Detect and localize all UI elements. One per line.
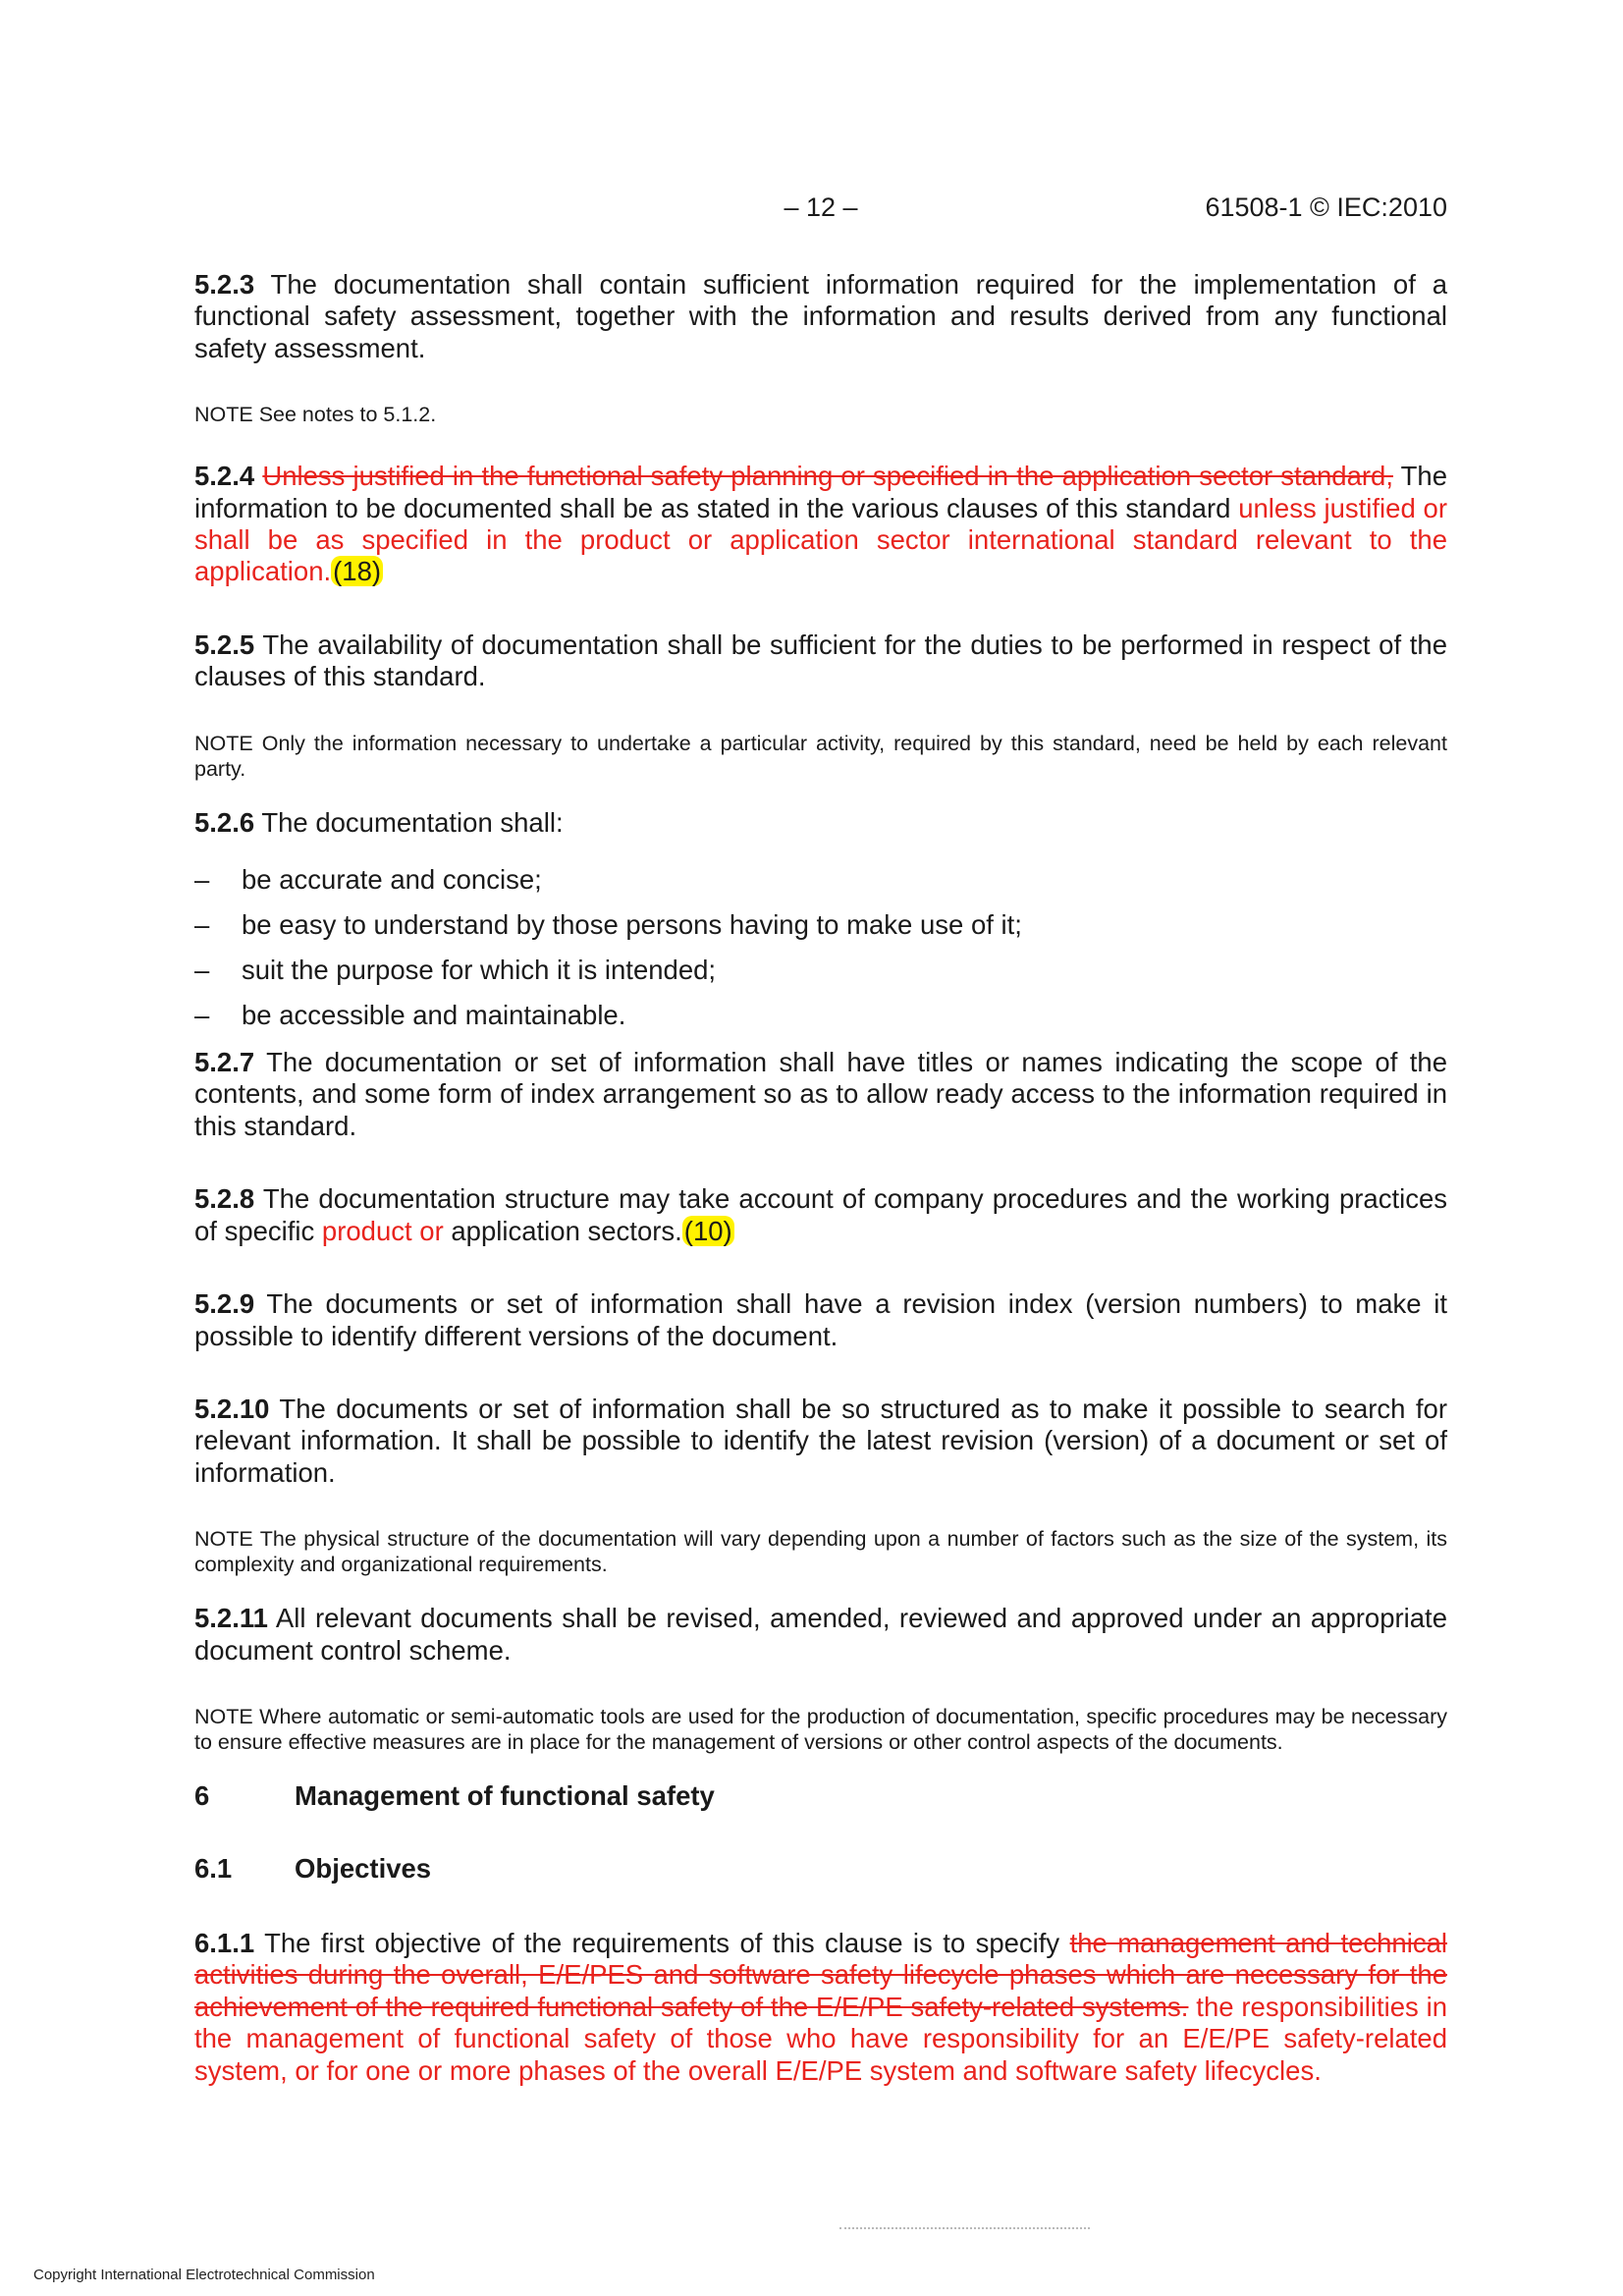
- clause-6-1-1: [194, 1928, 1447, 2087]
- clause-text: The documentation shall:: [254, 806, 564, 838]
- clause-text: The documentation shall contain sufficient information required for the implementation of a functional safety assessment, together with the information and results derived from any functional safety assessment.: [194, 269, 1447, 363]
- dash-bullet: –: [194, 955, 210, 986]
- list-item-text: be easy to understand by those persons having to make use of it;: [242, 909, 1022, 941]
- copyright-footer: Copyright International Electrotechnical Commission: [33, 2267, 375, 2283]
- heading-number: 6.1: [194, 1852, 233, 1884]
- clause-text: The information to be documented shall be as stated in the various clauses of this standard: [194, 461, 1448, 523]
- added-text: unless justified or shall be as specified in the product or application sector international standard relevant to the application.: [194, 492, 1447, 587]
- dash-bullet: –: [194, 1000, 210, 1031]
- clause-5-2-11: [194, 1603, 1447, 1667]
- document-id: 61508-1 © IEC:2010: [1205, 192, 1447, 222]
- note-5-2-5: NOTE Only the information necessary to undertake a particular activity, required by this standard, need be held by each relevant party.: [194, 731, 1447, 781]
- requirements-list: [194, 864, 1447, 1031]
- clause-number: 5.2.5: [194, 629, 255, 660]
- highlighted-reference: (18): [333, 556, 382, 587]
- deleted-text: the management and technical activities during the overall, E/E/PES and software safety lifecycle phases which are necessary for the achievement of the required functional safety of the E/E/PE safety-related systems.: [194, 1927, 1447, 2022]
- note-5-2-10: NOTE The physical structure of the documentation will vary depending upon a number of factors such as the size of the system, its complexity and organizational requirements.: [194, 1527, 1447, 1577]
- clause-text: The availability of documentation shall be sufficient for the duties to be performed in respect of the clauses of this standard.: [194, 629, 1447, 692]
- dash-bullet: –: [194, 864, 210, 896]
- clause-5-2-4: [194, 461, 1447, 588]
- clause-number: 5.2.7: [194, 1047, 255, 1078]
- list-item-text: suit the purpose for which it is intended;: [242, 955, 717, 986]
- heading-title: Management of functional safety: [295, 1779, 715, 1811]
- clause-number: 5.2.9: [194, 1288, 255, 1320]
- clause-text-continued: application sectors.: [443, 1215, 682, 1246]
- clause-text: The first objective of the requirements of this clause is to specify: [254, 1927, 1070, 1958]
- clause-number: 5.2.4: [194, 461, 255, 492]
- clause-5-2-10: [194, 1394, 1447, 1489]
- page-header: [194, 192, 1447, 228]
- deleted-text: Unless justified in the functional safety planning or specified in the application sector standard,: [262, 461, 1393, 492]
- clause-number: 5.2.6: [194, 806, 255, 838]
- clause-text: The documentation structure may take account of company procedures and the working practices of specific: [194, 1183, 1447, 1246]
- clause-number: 5.2.11: [194, 1603, 268, 1634]
- section-heading-6-1: [194, 1853, 1447, 1886]
- list-item: [194, 909, 1447, 941]
- clause-number: 6.1.1: [194, 1927, 255, 1958]
- clause-number: 5.2.10: [194, 1393, 270, 1424]
- clause-5-2-5: [194, 629, 1447, 693]
- clause-text: All relevant documents shall be revised, amended, reviewed and approved under an appropriate document control scheme.: [194, 1603, 1447, 1666]
- document-body: [194, 269, 1447, 2087]
- heading-title: Objectives: [295, 1852, 432, 1884]
- clause-5-2-6: [194, 807, 1447, 839]
- heading-number: 6: [194, 1779, 210, 1811]
- added-text: the responsibilities in the management of functional safety of those who have responsibility for an E/E/PE safety-related system, or for one or more phases of the overall E/E/PE system and software safety lifecycles.: [194, 1991, 1447, 2086]
- clause-5-2-7: [194, 1047, 1447, 1142]
- clause-5-2-8: [194, 1183, 1447, 1247]
- clause-5-2-9: [194, 1288, 1447, 1352]
- list-item-text: be accurate and concise;: [242, 864, 542, 896]
- list-item: [194, 955, 1447, 986]
- list-item: [194, 1000, 1447, 1031]
- list-item: [194, 864, 1447, 896]
- clause-text: The documents or set of information shall be so structured as to make it possible to search for relevant information. It shall be possible to identify the latest revision (version) of a document or set of information.: [194, 1393, 1447, 1488]
- clause-5-2-3: [194, 269, 1447, 364]
- section-heading-6: [194, 1780, 1447, 1814]
- clause-number: 5.2.3: [194, 269, 255, 300]
- dash-bullet: –: [194, 909, 210, 941]
- note-5-2-11: NOTE Where automatic or semi-automatic tools are used for the production of documentation, specific procedures may be necessary to ensure effective measures are in place for the management of versions or other control aspects of the documents.: [194, 1704, 1447, 1754]
- clause-text: The documentation or set of information shall have titles or names indicating the scope of the contents, and some form of index arrangement so as to allow ready access to the information required in this standard.: [194, 1047, 1447, 1141]
- clause-number: 5.2.8: [194, 1183, 255, 1215]
- page-number: – 12 –: [784, 192, 858, 222]
- clause-text: The documents or set of information shall have a revision index (version numbers) to make it possible to identify different versions of the document.: [194, 1288, 1447, 1351]
- scan-artifact-line: [839, 2227, 1090, 2233]
- added-text: product or: [321, 1215, 444, 1246]
- highlighted-reference: (10): [683, 1215, 732, 1246]
- note-5-2-3: NOTE See notes to 5.1.2.: [194, 403, 437, 427]
- list-item-text: be accessible and maintainable.: [242, 1000, 626, 1031]
